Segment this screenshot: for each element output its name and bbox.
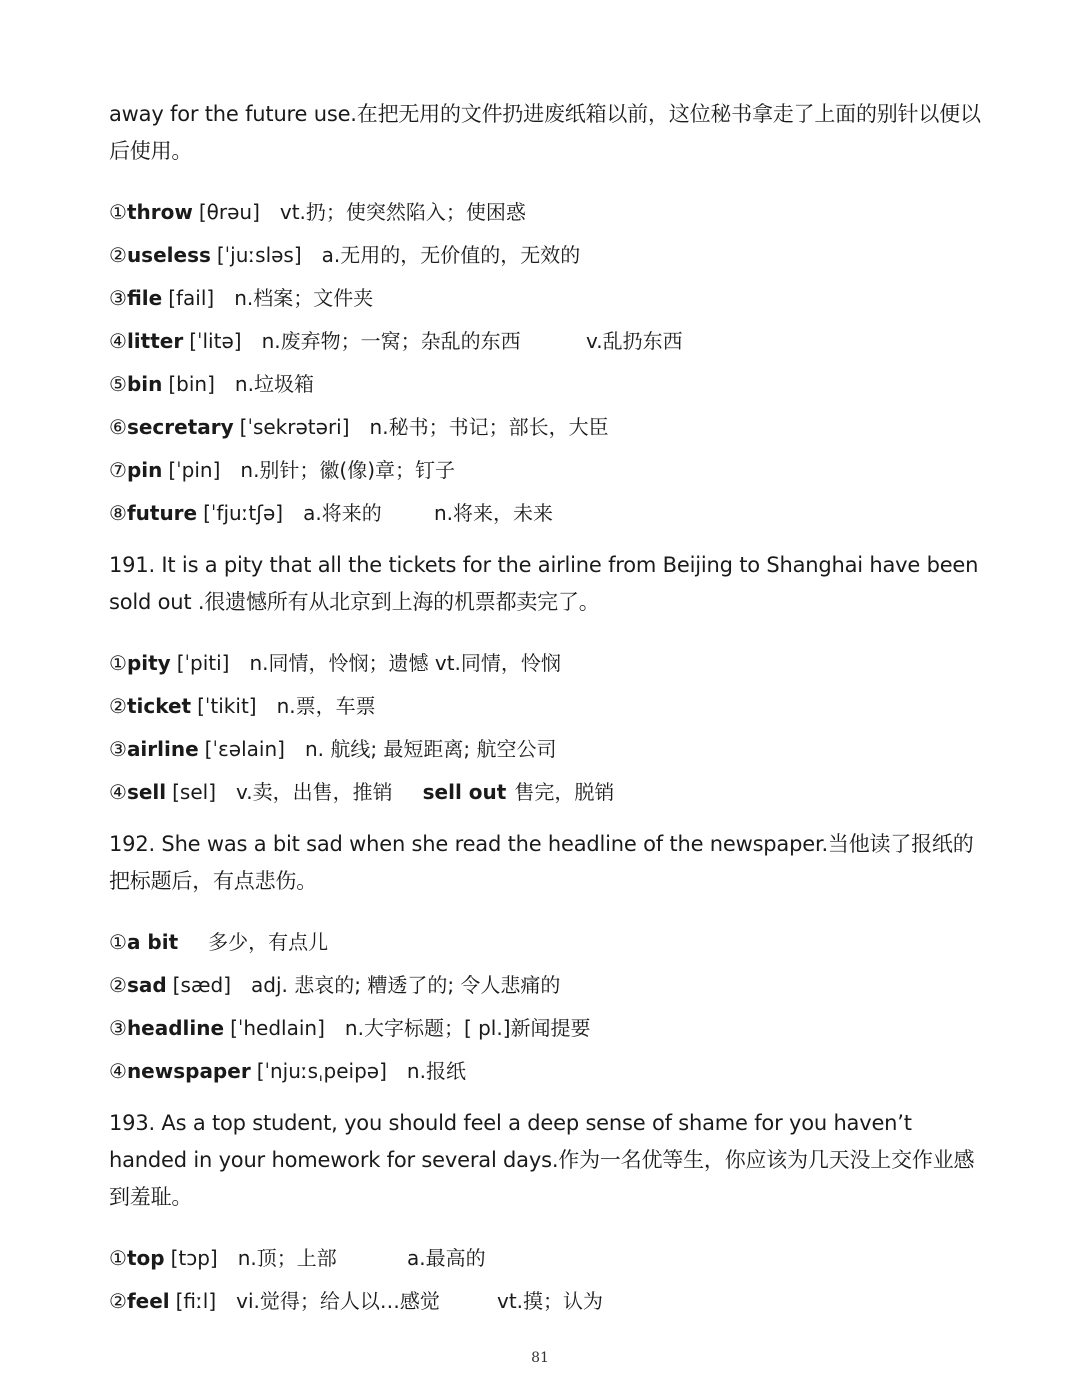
phonetic: [ˈɛəlain] — [204, 737, 285, 761]
vocab-entry — [109, 1007, 989, 1050]
entry-number: ⑥ — [109, 415, 127, 439]
vocab-word: bin — [126, 372, 163, 396]
definition: n.同情，怜悯；遗憾 vt.同情，怜悯 — [249, 651, 561, 675]
definition: n. 航线; 最短距离; 航空公司 — [304, 737, 557, 761]
phonetic: [ˈpiti] — [176, 651, 230, 675]
definition: n.票，车票 — [276, 694, 376, 718]
definition: a.将来的 — [303, 501, 382, 525]
vocab-word: future — [126, 501, 198, 525]
phonetic: [bin] — [168, 372, 215, 396]
sentence-paragraph: 192. She was a bit sad when she read the headline of the newspaper.当他读了报纸的把标题后，有点悲伤。 — [109, 832, 974, 893]
vocab-entry — [109, 363, 989, 406]
phonetic: [sel] — [172, 780, 217, 804]
entry-number: ④ — [109, 1059, 127, 1083]
definition: n.废弃物；一窝；杂乱的东西 — [261, 329, 521, 353]
entry-number: ① — [109, 930, 127, 954]
vocab-entry — [109, 234, 989, 277]
definition: n.垃圾箱 — [234, 372, 314, 396]
phonetic: [fail] — [168, 286, 215, 310]
vocab-word: throw — [126, 200, 193, 224]
phonetic: [ˈfjuːtʃə] — [203, 501, 284, 525]
vocab-entry — [109, 642, 989, 685]
vocab-word: litter — [126, 329, 184, 353]
phonetic: [tɔp] — [170, 1246, 218, 1270]
phonetic: [ˈpin] — [168, 458, 221, 482]
sentence-paragraph: away for the future use.在把无用的文件扔进废纸箱以前，这位秘书拿走了上面的别针以便以后使用。 — [109, 102, 981, 163]
definition: n.别针；徽(像)章；钉子 — [240, 458, 456, 482]
secondary-definition: vt.摸；认为 — [497, 1289, 604, 1313]
phonetic: [ˈhedlain] — [230, 1016, 325, 1040]
entry-number: ③ — [109, 737, 127, 761]
entry-number: ③ — [109, 286, 127, 310]
entry-number: ② — [109, 694, 127, 718]
vocab-word: newspaper — [126, 1059, 251, 1083]
definition: vt.扔；使突然陷入；使困惑 — [279, 200, 526, 224]
entry-number: ④ — [109, 329, 127, 353]
entry-number: ② — [109, 243, 127, 267]
vocab-entry — [109, 1280, 989, 1323]
secondary-definition: n.将来，未来 — [434, 501, 554, 525]
vocab-entry — [109, 1237, 989, 1280]
page-content — [109, 96, 989, 1323]
entry-number: ③ — [109, 1016, 127, 1040]
vocab-word: sell — [126, 780, 167, 804]
entry-number: ② — [109, 1289, 127, 1313]
vocab-entry — [109, 964, 989, 1007]
definition: n.秘书；书记；部长，大臣 — [369, 415, 609, 439]
definition: n.顶；上部 — [237, 1246, 337, 1270]
vocab-word: ticket — [126, 694, 192, 718]
entry-number: ⑧ — [109, 501, 127, 525]
entry-number: ⑤ — [109, 372, 127, 396]
definition: vi.觉得；给人以…感觉 — [236, 1289, 440, 1313]
vocab-word: sad — [126, 973, 167, 997]
definition: adj. 悲哀的; 糟透了的; 令人悲痛的 — [251, 973, 561, 997]
vocab-word: file — [126, 286, 163, 310]
secondary-definition: a.最高的 — [407, 1246, 486, 1270]
entry-number: ① — [109, 651, 127, 675]
vocab-word: pin — [126, 458, 163, 482]
vocab-entry — [109, 921, 989, 964]
entry-number: ④ — [109, 780, 127, 804]
phonetic: [ˈnjuːsˌpeipə] — [256, 1059, 387, 1083]
vocab-entry — [109, 320, 989, 363]
phonetic: [ˈsekrətəri] — [239, 415, 350, 439]
entry-number: ① — [109, 1246, 127, 1270]
vocab-word: airline — [126, 737, 199, 761]
vocab-entry — [109, 191, 989, 234]
secondary-definition: v.乱扔东西 — [586, 329, 683, 353]
vocab-word: pity — [126, 651, 171, 675]
definition: n.报纸 — [406, 1059, 466, 1083]
phonetic: [ˈlitə] — [189, 329, 242, 353]
phonetic: [θrəu] — [198, 200, 260, 224]
sentence-paragraph: 193. As a top student, you should feel a deep sense of shame for you haven’t handed in your homework for several days.作为一名优等生，你应该为几天没上交作业感到羞耻。 — [109, 1111, 975, 1209]
sentence-paragraph: 191. It is a pity that all the tickets for the airline from Beijing to Shanghai have been sold out .很遗憾所有从北京到上海的机票都卖完了。 — [109, 553, 979, 614]
vocab-word: top — [126, 1246, 165, 1270]
phonetic: [sæd] — [172, 973, 232, 997]
vocab-entry — [109, 728, 989, 771]
phonetic: [ˈtikit] — [197, 694, 257, 718]
definition: v.卖，出售，推销 — [236, 780, 393, 804]
phrase-definition: 售完，脱销 — [514, 780, 615, 804]
vocab-word: a bit — [126, 930, 179, 954]
page-number: 81 — [531, 1350, 549, 1366]
vocab-entry — [109, 685, 989, 728]
phrase: sell out — [422, 780, 507, 804]
definition: a.无用的，无价值的，无效的 — [321, 243, 581, 267]
vocab-entry — [109, 406, 989, 449]
entry-number: ① — [109, 200, 127, 224]
definition: n.大字标题；[ pl.]新闻提要 — [344, 1016, 591, 1040]
phonetic: [fiːl] — [175, 1289, 217, 1313]
vocab-entry — [109, 277, 989, 320]
vocab-word: useless — [126, 243, 211, 267]
entry-number: ② — [109, 973, 127, 997]
entry-number: ⑦ — [109, 458, 127, 482]
definition: 多少，有点儿 — [208, 930, 329, 954]
vocab-word: headline — [126, 1016, 225, 1040]
vocab-word: secretary — [126, 415, 234, 439]
vocab-word: feel — [126, 1289, 170, 1313]
vocab-entry — [109, 449, 989, 492]
vocab-entry — [109, 492, 989, 535]
definition: n.档案；文件夹 — [234, 286, 374, 310]
vocab-entry — [109, 771, 989, 814]
phonetic: [ˈjuːsləs] — [216, 243, 302, 267]
vocab-entry — [109, 1050, 989, 1093]
